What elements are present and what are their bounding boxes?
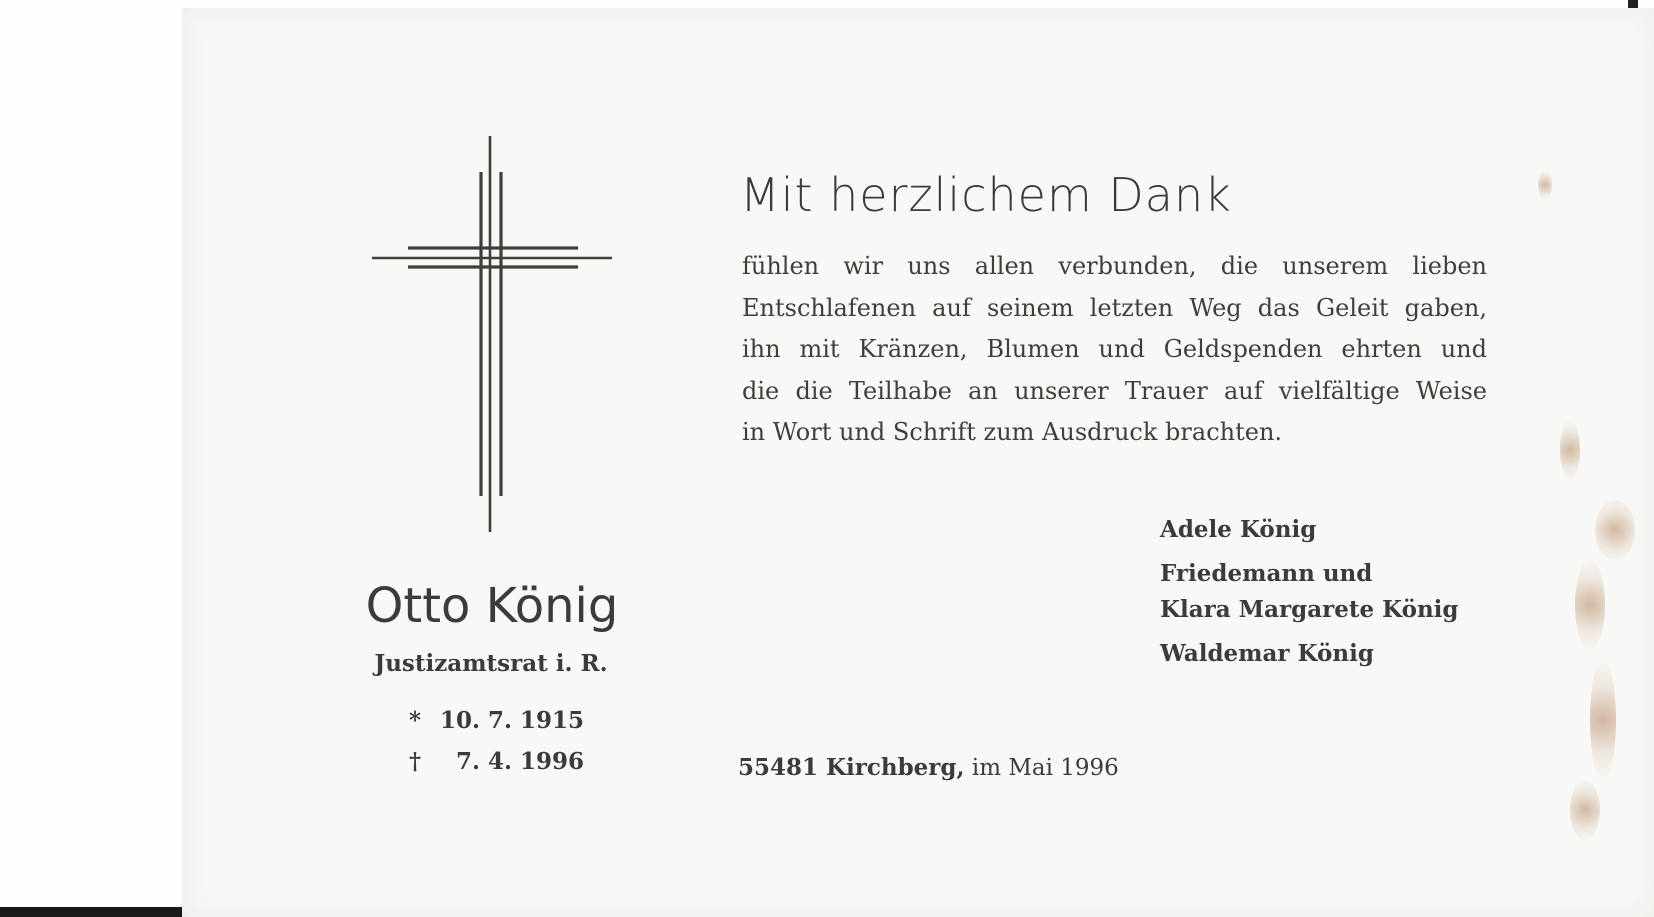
deceased-title: Justizamtsrat i. R. — [374, 650, 608, 677]
signer-name: Waldemar König — [1160, 640, 1374, 667]
cross-icon — [360, 130, 620, 535]
birth-symbol: * — [408, 707, 422, 734]
place-and-date — [738, 754, 1119, 781]
date: im Mai 1996 — [971, 755, 1119, 781]
age-stain — [1595, 500, 1635, 560]
paragraph-line: fühlen wir uns allen verbunden, die unserem lieben — [742, 252, 1487, 280]
paragraph-line: Entschlafenen auf seinem letzten Weg das Geleit gaben, — [742, 293, 1487, 322]
signer-name: Adele König — [1160, 516, 1317, 543]
card-heading: Mit herzlichem Dank — [740, 168, 1232, 222]
age-stain — [1575, 560, 1605, 650]
thanks-paragraph — [742, 246, 1487, 454]
birth-date-row — [402, 707, 584, 734]
signers-block — [1160, 516, 1490, 667]
age-stain — [1590, 660, 1616, 780]
death-symbol: † — [408, 748, 422, 775]
paragraph-line: in Wort und Schrift zum Ausdruck brachten. — [742, 418, 1283, 446]
age-stain — [1560, 420, 1580, 480]
deceased-name: Otto König — [365, 578, 619, 634]
signer-name: Friedemann und — [1160, 560, 1373, 587]
signer-name: Klara Margarete König — [1160, 596, 1459, 623]
scan-edge-bar — [0, 907, 182, 917]
age-stain — [1570, 780, 1600, 840]
birth-date: 10. 7. 1915 — [439, 707, 585, 734]
death-date-row — [402, 748, 584, 775]
scan-left-margin — [0, 0, 182, 917]
paragraph-line: ihn mit Kränzen, Blumen und Geldspenden ehrten und — [742, 335, 1487, 363]
death-date: 7. 4. 1996 — [455, 748, 585, 775]
paragraph-line: die die Teilhabe an unserer Trauer auf vielfältige Weise — [742, 376, 1487, 405]
age-stain — [1538, 170, 1552, 200]
place: 55481 Kirchberg, — [738, 754, 965, 781]
